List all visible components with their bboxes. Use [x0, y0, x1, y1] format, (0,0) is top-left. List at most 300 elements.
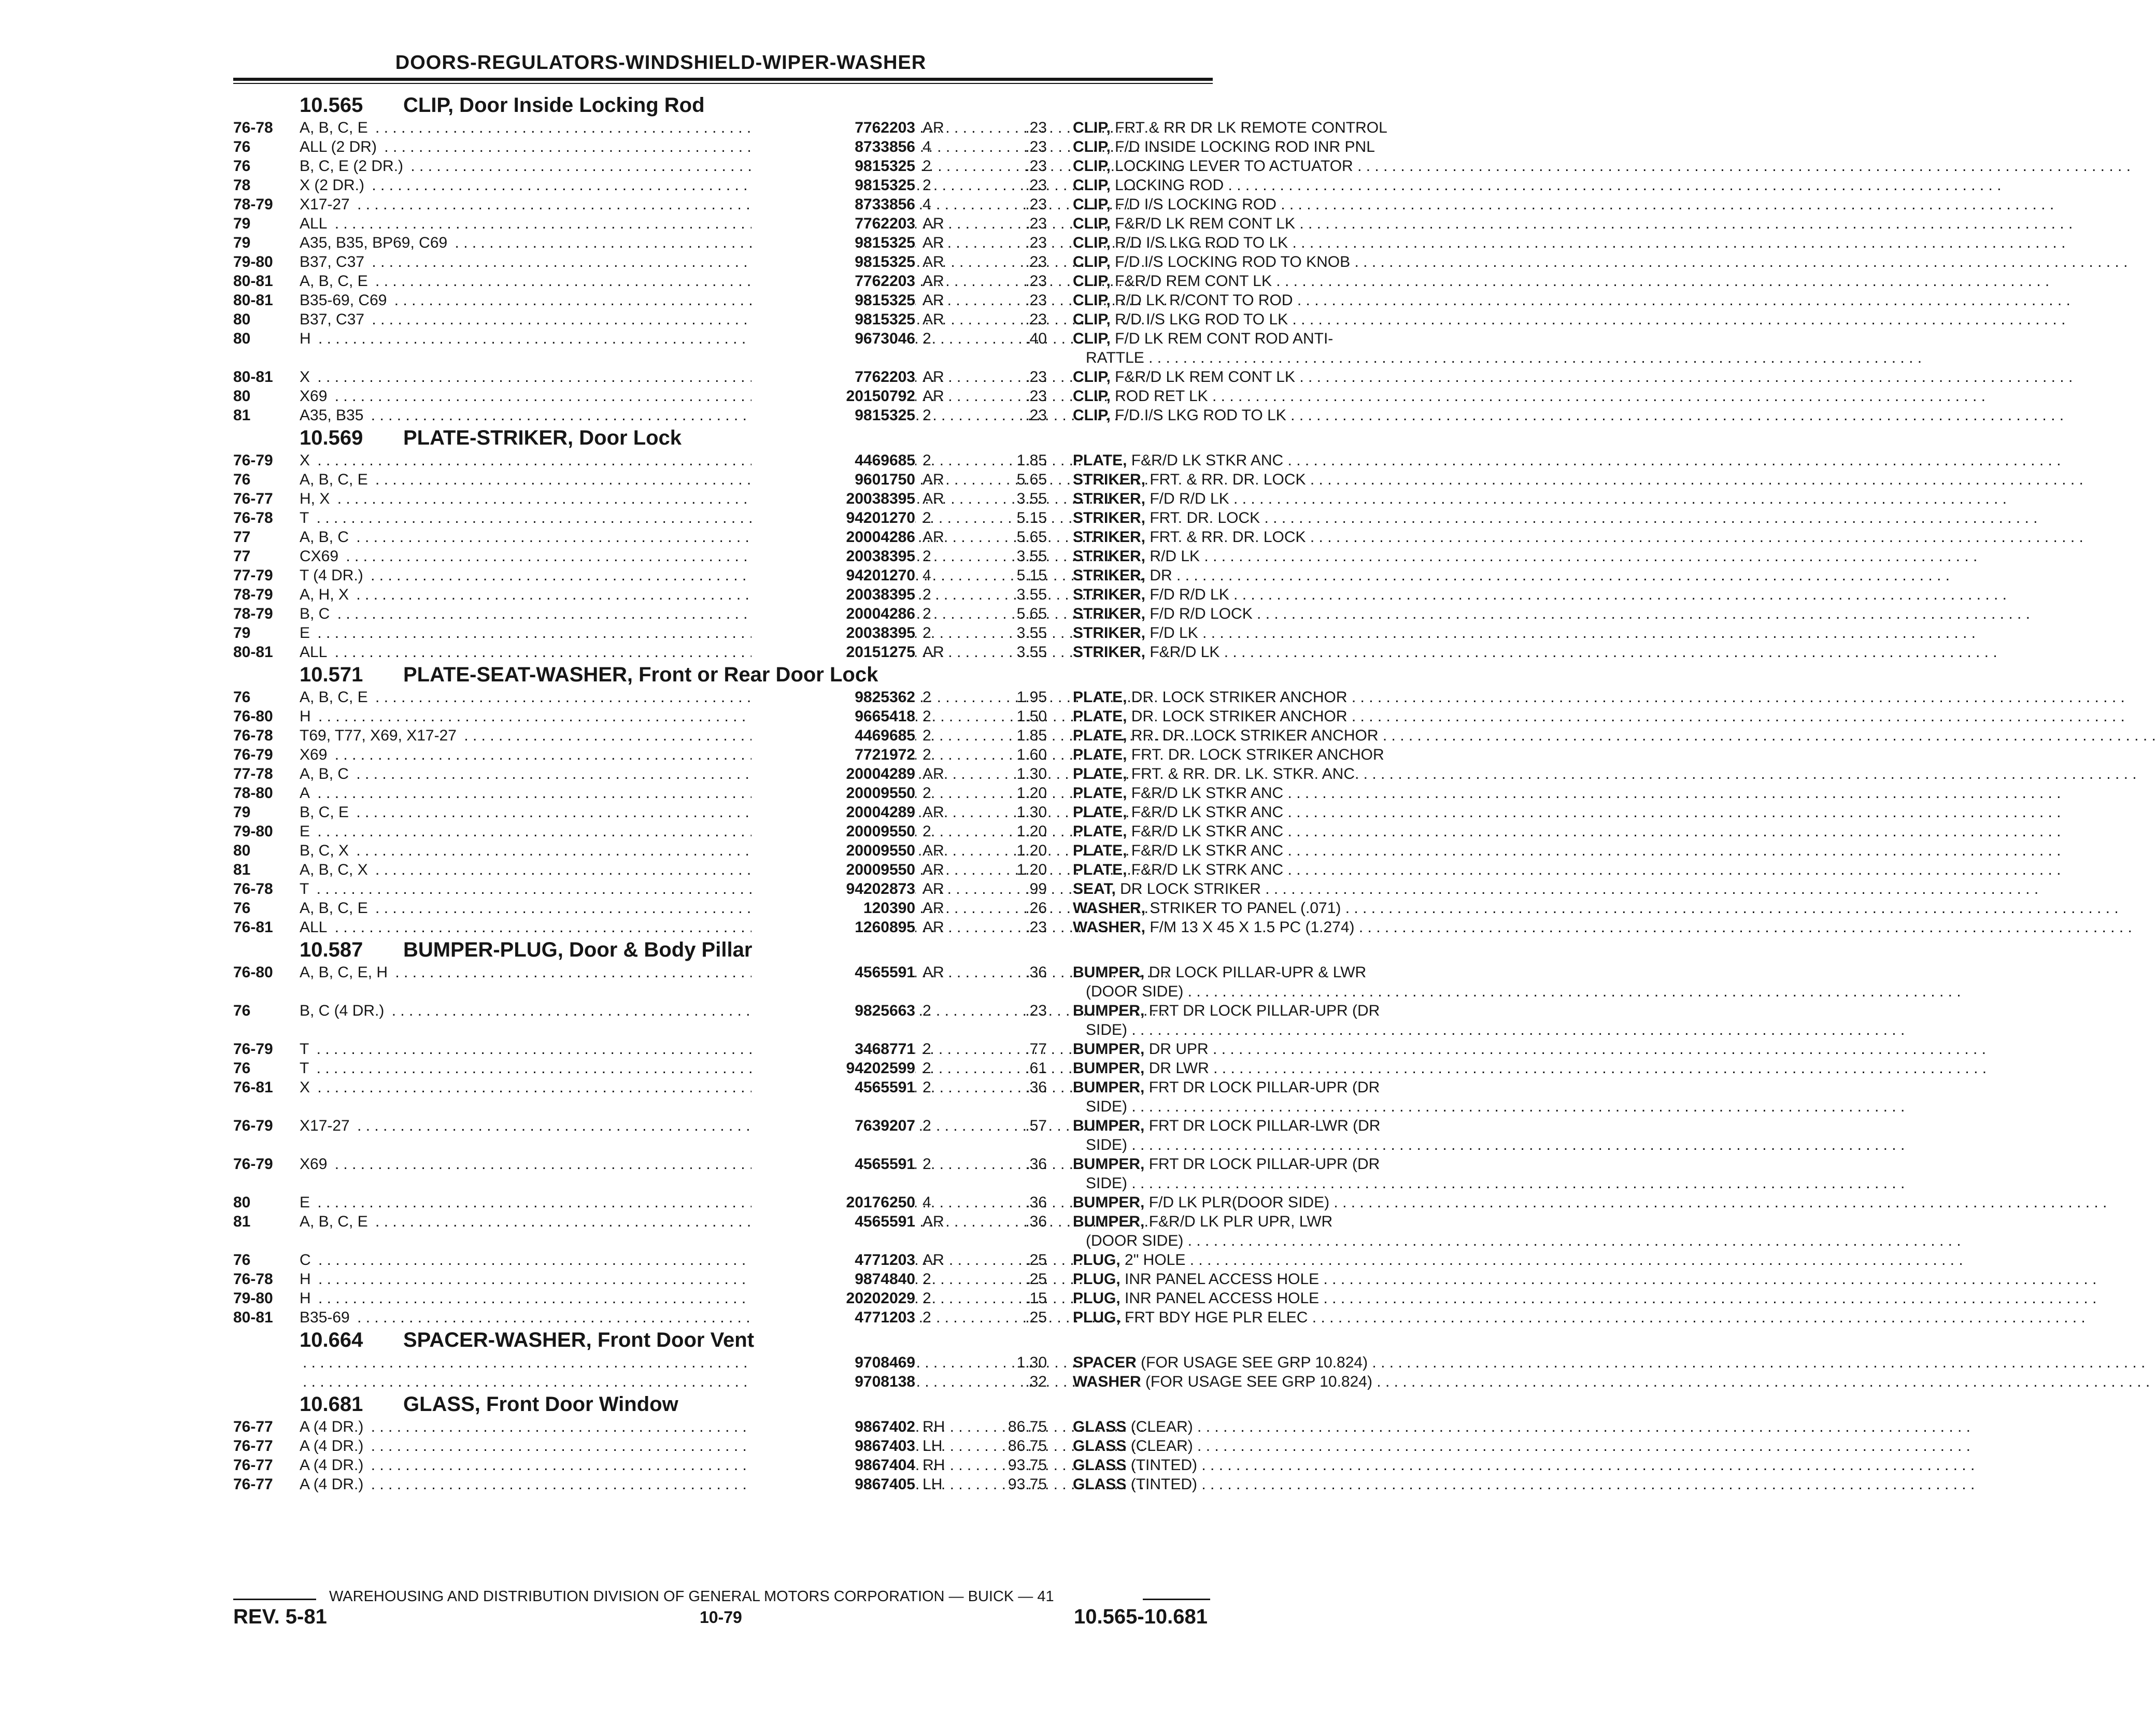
- table-row: [233, 470, 1306, 489]
- model-year: 76-77: [233, 1418, 273, 1435]
- part-description: DR LWR: [1148, 1060, 1209, 1077]
- model-year: 79: [233, 624, 251, 642]
- description-cell: [1073, 1039, 1436, 1059]
- part-name: PLUG,: [1073, 1290, 1120, 1307]
- description-cell: [1073, 1308, 1436, 1327]
- part-description: DR. LOCK STRIKER ANCHOR: [1131, 708, 1348, 725]
- description-line: [1073, 310, 1436, 329]
- description-line: [1073, 508, 1436, 528]
- model-cell: [300, 367, 806, 387]
- model-year: 76: [233, 1002, 251, 1019]
- model-cell: [300, 291, 806, 310]
- footer-group-range: 10.565-10.681: [1073, 1605, 1208, 1628]
- quantity: AR: [923, 388, 944, 405]
- part-name: BUMPER,: [1073, 1079, 1145, 1096]
- part-description: F&R/D LK: [1150, 644, 1220, 661]
- model-year: 80-81: [233, 273, 273, 290]
- model-cell: [300, 528, 806, 547]
- table-row: [233, 387, 1213, 406]
- section-number: 10.587: [300, 938, 363, 961]
- description: [1073, 508, 1436, 528]
- part-number: 4565591: [751, 1155, 915, 1174]
- description-cell: [1073, 566, 1436, 585]
- part-name: STRIKER,: [1073, 644, 1146, 661]
- model-leader: [300, 585, 806, 604]
- model-code: ALL: [300, 644, 330, 661]
- model-leader: [300, 1078, 806, 1097]
- part-number: 9867405: [751, 1475, 915, 1494]
- description-cell: [1073, 899, 1436, 918]
- description: [1073, 489, 1436, 508]
- model-code: T69, T77, X69, X17-27: [300, 727, 460, 744]
- price: .36: [1025, 1156, 1047, 1173]
- model-year: 80-81: [233, 1309, 273, 1326]
- part-description: ROD RET LK: [1115, 388, 1208, 405]
- table-row: [233, 176, 1224, 195]
- quantity: 2: [923, 1117, 931, 1134]
- model-year: 76-78: [233, 880, 273, 897]
- description-continuation: (DOOR SIDE) . . .: [1073, 1231, 1449, 1250]
- price: 93.75: [1008, 1457, 1047, 1474]
- part-number: 94202599: [751, 1059, 915, 1078]
- price: .23: [1025, 196, 1047, 213]
- price: .36: [1025, 1213, 1047, 1230]
- description-cell: [1073, 783, 1436, 803]
- part-description: F&R/D LK STKR ANC: [1131, 785, 1284, 802]
- part-name: STRIKER,: [1073, 624, 1146, 642]
- quantity: AR: [923, 471, 944, 488]
- price: 1.20: [1016, 785, 1047, 802]
- description-cell: [1073, 547, 1436, 566]
- part-number: 9601750: [751, 470, 915, 489]
- model-cell: [300, 214, 806, 233]
- description-line: [1073, 803, 1436, 822]
- part-number: 4469685: [751, 726, 915, 745]
- part-number: 9867402: [751, 1417, 915, 1436]
- quantity: 2: [923, 708, 931, 725]
- quantity: AR: [923, 311, 944, 328]
- part-name: CLIP,: [1073, 311, 1111, 328]
- model-cell: [300, 310, 806, 329]
- model-code: B35-69, C69: [300, 292, 390, 309]
- model-year: 76: [233, 900, 251, 917]
- price: .23: [1025, 138, 1047, 155]
- part-name: BUMPER,: [1073, 1117, 1145, 1134]
- quantity: 2: [923, 689, 931, 706]
- model-leader: [300, 879, 806, 899]
- description: [1073, 1001, 1436, 1039]
- quantity: 2: [923, 330, 931, 347]
- part-name: GLASS: [1073, 1457, 1127, 1474]
- quantity: AR: [923, 119, 944, 136]
- price: 1.30: [1016, 765, 1047, 782]
- description-line: [1073, 1456, 1436, 1475]
- part-number: 20004289: [751, 764, 915, 783]
- part-number: 9665418: [751, 707, 915, 726]
- model-code: A, B, C, E: [300, 273, 371, 290]
- description-line: [1073, 1001, 1436, 1020]
- part-description: F/D LK REM CONT ROD ANTI-: [1115, 330, 1334, 347]
- description-continuation: SIDE) . . .: [1073, 1097, 1449, 1116]
- price: 86.75: [1008, 1437, 1047, 1455]
- part-name: PLATE,: [1073, 842, 1127, 859]
- part-name: BUMPER,: [1073, 1002, 1145, 1019]
- description-line: [1073, 1308, 1436, 1327]
- part-description: LOCKING ROD: [1115, 177, 1224, 194]
- model-cell: [300, 764, 806, 783]
- model-code: A, B, C, E, H: [300, 964, 391, 981]
- description-cell: [1073, 1250, 1436, 1270]
- model-leader: [300, 963, 806, 982]
- quantity: AR: [923, 292, 944, 309]
- part-description: (CLEAR): [1130, 1437, 1193, 1455]
- model-code: B37, C37: [300, 253, 367, 270]
- model-leader: [300, 451, 806, 470]
- table-row: [233, 879, 1261, 899]
- model-year: 76-79: [233, 452, 273, 469]
- part-number: 7762203: [751, 214, 915, 233]
- price: 1.20: [1016, 823, 1047, 840]
- description-cell: [1073, 291, 1436, 310]
- model-cell: [300, 707, 806, 726]
- part-name: CLIP,: [1073, 196, 1111, 213]
- part-description: (CLEAR): [1130, 1418, 1193, 1435]
- price: .23: [1025, 273, 1047, 290]
- description: [1073, 195, 1436, 214]
- model-year: 81: [233, 861, 251, 878]
- price: .15: [1025, 1290, 1047, 1307]
- description: [1073, 547, 1436, 566]
- description-cell: [1073, 963, 1436, 1001]
- model-year: 80: [233, 388, 251, 405]
- table-row: [233, 367, 1295, 387]
- model-cell: [300, 1417, 806, 1436]
- table-row: [233, 623, 1213, 643]
- description: [1073, 310, 1436, 329]
- section-heading: [300, 92, 1213, 118]
- description-line: [1073, 1212, 1436, 1231]
- part-description: F&R/D LK STKR ANC: [1131, 823, 1284, 840]
- description-line: [1073, 1193, 1436, 1212]
- model-cell: [300, 1059, 806, 1078]
- description-cell: [1073, 707, 1436, 726]
- model-cell: [300, 1475, 806, 1494]
- description-line: [1073, 176, 1436, 195]
- quantity: 2: [923, 1060, 931, 1077]
- part-name: PLATE,: [1073, 689, 1127, 706]
- description-line: [1073, 528, 1436, 547]
- model-leader: [300, 406, 806, 425]
- description-line: [1073, 783, 1436, 803]
- quantity: AR: [923, 1213, 944, 1230]
- model-year: 78-80: [233, 785, 273, 802]
- part-name: STRIKER,: [1073, 509, 1146, 526]
- part-name: CLIP,: [1073, 368, 1111, 386]
- price: .40: [1025, 330, 1047, 347]
- price: 5.65: [1016, 471, 1047, 488]
- model-code: H, X: [300, 490, 333, 507]
- description-cell: [1073, 1475, 1436, 1494]
- model-year: 76-77: [233, 1437, 273, 1455]
- price: .23: [1025, 388, 1047, 405]
- price: 5.65: [1016, 605, 1047, 622]
- table-row: [233, 688, 1348, 707]
- part-name: PLUG,: [1073, 1251, 1120, 1269]
- description-line: [1073, 879, 1436, 899]
- model-cell: [300, 1078, 806, 1097]
- part-name: CLIP,: [1073, 292, 1111, 309]
- description-cell: [1073, 528, 1436, 547]
- price: 1.60: [1016, 746, 1047, 763]
- table-row: [233, 745, 1384, 764]
- model-year: 77-78: [233, 765, 273, 782]
- description-cell: [1073, 822, 1436, 841]
- description-cell: [1073, 156, 1436, 176]
- section-title: PLATE-STRIKER, Door Lock: [403, 426, 682, 449]
- model-year: 76-78: [233, 509, 273, 526]
- part-description: DR LOCK PILLAR-UPR & LWR: [1148, 964, 1367, 981]
- quantity: AR: [923, 529, 944, 546]
- part-number: 9874840: [751, 1270, 915, 1289]
- description-cell: [1073, 623, 1436, 643]
- part-number: 20202029: [751, 1289, 915, 1308]
- table-row: [233, 726, 1379, 745]
- model-cell: [300, 963, 806, 982]
- description-line: [1073, 707, 1436, 726]
- part-name: GLASS: [1073, 1437, 1127, 1455]
- model-code: A (4 DR.): [300, 1418, 366, 1435]
- quantity: 4: [923, 196, 931, 213]
- model-cell: [300, 1212, 806, 1231]
- part-number: 9708469: [751, 1353, 915, 1372]
- price: 1.20: [1016, 861, 1047, 878]
- description-line: [1073, 1372, 1436, 1391]
- description-continuation: SIDE) . . .: [1073, 1020, 1449, 1039]
- description: [1073, 233, 1436, 252]
- model-year: 79: [233, 234, 251, 251]
- model-leader: [300, 470, 806, 489]
- model-cell: [300, 252, 806, 272]
- model-cell: [300, 1193, 806, 1212]
- part-description: (FOR USAGE SEE GRP 10.824): [1145, 1373, 1372, 1390]
- description-line: [1073, 1353, 1436, 1372]
- table-row: [233, 1193, 1330, 1212]
- description-line: [1073, 745, 1436, 764]
- part-description: F/D R/D LK: [1150, 586, 1229, 603]
- table-row: [233, 860, 1284, 879]
- section-number: 10.565: [300, 94, 363, 117]
- part-number: 20176250: [751, 1193, 915, 1212]
- model-cell: [300, 1353, 806, 1372]
- model-year: 76-79: [233, 1156, 273, 1173]
- model-cell: [300, 176, 806, 195]
- description: [1073, 1417, 1436, 1436]
- price: 5.65: [1016, 529, 1047, 546]
- part-name: BUMPER,: [1073, 964, 1145, 981]
- quantity: 4: [923, 567, 931, 584]
- model-cell: [300, 233, 806, 252]
- model-cell: [300, 451, 806, 470]
- section-heading: [300, 937, 1213, 963]
- model-cell: [300, 688, 806, 707]
- description-cell: [1073, 1078, 1436, 1116]
- model-leader: [300, 707, 806, 726]
- model-leader: [300, 764, 806, 783]
- part-name: SPACER: [1073, 1354, 1137, 1371]
- model-cell: [300, 329, 806, 348]
- part-name: WASHER: [1073, 1373, 1141, 1390]
- description-cell: [1073, 508, 1436, 528]
- part-number: 94201270: [751, 508, 915, 528]
- quantity: 2: [923, 158, 931, 175]
- table-row: [233, 783, 1284, 803]
- part-name: STRIKER,: [1073, 567, 1146, 584]
- model-cell: [300, 1308, 806, 1327]
- part-number: 20004286: [751, 528, 915, 547]
- quantity: 2: [923, 548, 931, 565]
- model-cell: [300, 745, 806, 764]
- model-year: 79: [233, 215, 251, 232]
- description: [1073, 528, 1436, 547]
- description-cell: [1073, 918, 1436, 937]
- model-code: E: [300, 823, 313, 840]
- model-cell: [300, 899, 806, 918]
- model-code: X69: [300, 746, 330, 763]
- description: [1073, 367, 1436, 387]
- model-code: B, C (4 DR.): [300, 1002, 387, 1019]
- model-cell: [300, 406, 806, 425]
- description-continuation: (DOOR SIDE) . . .: [1073, 982, 1449, 1001]
- model-year: 76-79: [233, 1117, 273, 1134]
- description-cell: [1073, 233, 1436, 252]
- description: [1073, 604, 1436, 623]
- model-code: A (4 DR.): [300, 1457, 366, 1474]
- quantity: AR: [923, 644, 944, 661]
- description-line: [1073, 387, 1436, 406]
- model-code: B35-69: [300, 1309, 353, 1326]
- description: [1073, 1078, 1436, 1116]
- part-number: 4565591: [751, 1078, 915, 1097]
- part-name: PLATE,: [1073, 452, 1127, 469]
- description: [1073, 137, 1436, 156]
- footer-revision: REV. 5-81: [233, 1605, 327, 1628]
- part-number: 20009550: [751, 783, 915, 803]
- description-cell: [1073, 1417, 1436, 1436]
- model-leader: [300, 547, 806, 566]
- part-description: F&R/D LK REM CONT LK: [1115, 215, 1295, 232]
- description-cell: [1073, 176, 1436, 195]
- model-code: A, H, X: [300, 586, 352, 603]
- quantity: 2: [923, 1290, 931, 1307]
- description-cell: [1073, 803, 1436, 822]
- price: .23: [1025, 919, 1047, 936]
- price: 1.20: [1016, 842, 1047, 859]
- table-row: [233, 1116, 1381, 1155]
- price: .57: [1025, 1117, 1047, 1134]
- part-description: R/D I/S LKG ROD TO LK: [1115, 234, 1288, 251]
- model-code: X (2 DR.): [300, 177, 367, 194]
- model-code: B, C: [300, 605, 333, 622]
- part-description: F/D INSIDE LOCKING ROD INR PNL: [1115, 138, 1375, 155]
- quantity: AR: [923, 861, 944, 878]
- price: .23: [1025, 215, 1047, 232]
- part-number: 4565591: [751, 963, 915, 982]
- description: [1073, 688, 1436, 707]
- part-description: F/D I/S LOCKING ROD: [1115, 196, 1276, 213]
- description-line: [1073, 291, 1436, 310]
- table-row: [233, 707, 1348, 726]
- description: [1073, 566, 1436, 585]
- description-cell: [1073, 1270, 1436, 1289]
- part-description: FRT & RR DR LK REMOTE CONTROL: [1115, 119, 1387, 136]
- header-rule-thin: [233, 83, 1213, 84]
- model-code: C: [300, 1251, 314, 1269]
- description: [1073, 1155, 1436, 1193]
- model-year: 80-81: [233, 292, 273, 309]
- model-leader: [300, 1250, 806, 1270]
- table-row: [233, 1475, 1213, 1494]
- part-description: 2" HOLE: [1125, 1251, 1186, 1269]
- part-name: WASHER,: [1073, 919, 1146, 936]
- part-description: R/D LK: [1150, 548, 1200, 565]
- part-name: PLUG,: [1073, 1309, 1120, 1326]
- table-row: [233, 195, 1276, 214]
- model-code: A35, B35, BP69, C69: [300, 234, 450, 251]
- part-description: F&R/D LK REM CONT LK: [1115, 368, 1295, 386]
- section-heading: [300, 1391, 1213, 1417]
- part-number: 94202873: [751, 879, 915, 899]
- model-leader: [300, 726, 806, 745]
- model-leader: [300, 1436, 806, 1456]
- section-title: GLASS, Front Door Window: [403, 1393, 678, 1416]
- description-line: [1073, 1250, 1436, 1270]
- price: .23: [1025, 292, 1047, 309]
- model-code: T: [300, 880, 312, 897]
- part-name: BUMPER,: [1073, 1156, 1145, 1173]
- part-number: 20038395: [751, 623, 915, 643]
- model-leader: [300, 841, 806, 860]
- section-heading: [300, 662, 1213, 688]
- description-line: [1073, 1417, 1436, 1436]
- part-description: (TINTED): [1130, 1457, 1198, 1474]
- model-leader: [300, 1270, 806, 1289]
- model-leader: [300, 176, 806, 195]
- model-leader: [300, 310, 806, 329]
- description: [1073, 918, 1436, 937]
- description: [1073, 1436, 1436, 1456]
- model-cell: [300, 470, 806, 489]
- part-name: BUMPER,: [1073, 1060, 1145, 1077]
- model-cell: [300, 879, 806, 899]
- description: [1073, 1372, 1436, 1391]
- model-year: 76-78: [233, 119, 273, 136]
- part-number: 9815325: [751, 406, 915, 425]
- part-number: 20009550: [751, 841, 915, 860]
- part-description: (FOR USAGE SEE GRP 10.824): [1141, 1354, 1368, 1371]
- model-cell: [300, 822, 806, 841]
- description: [1073, 1212, 1436, 1250]
- description-line: [1073, 195, 1436, 214]
- description: [1073, 451, 1436, 470]
- part-name: PLUG,: [1073, 1271, 1120, 1288]
- table-row: [233, 489, 1229, 508]
- description-line: [1073, 489, 1436, 508]
- price: .36: [1025, 1079, 1047, 1096]
- description-cell: [1073, 726, 1436, 745]
- model-year: 76-77: [233, 490, 273, 507]
- quantity: LH: [923, 1437, 943, 1455]
- quantity: 2: [923, 785, 931, 802]
